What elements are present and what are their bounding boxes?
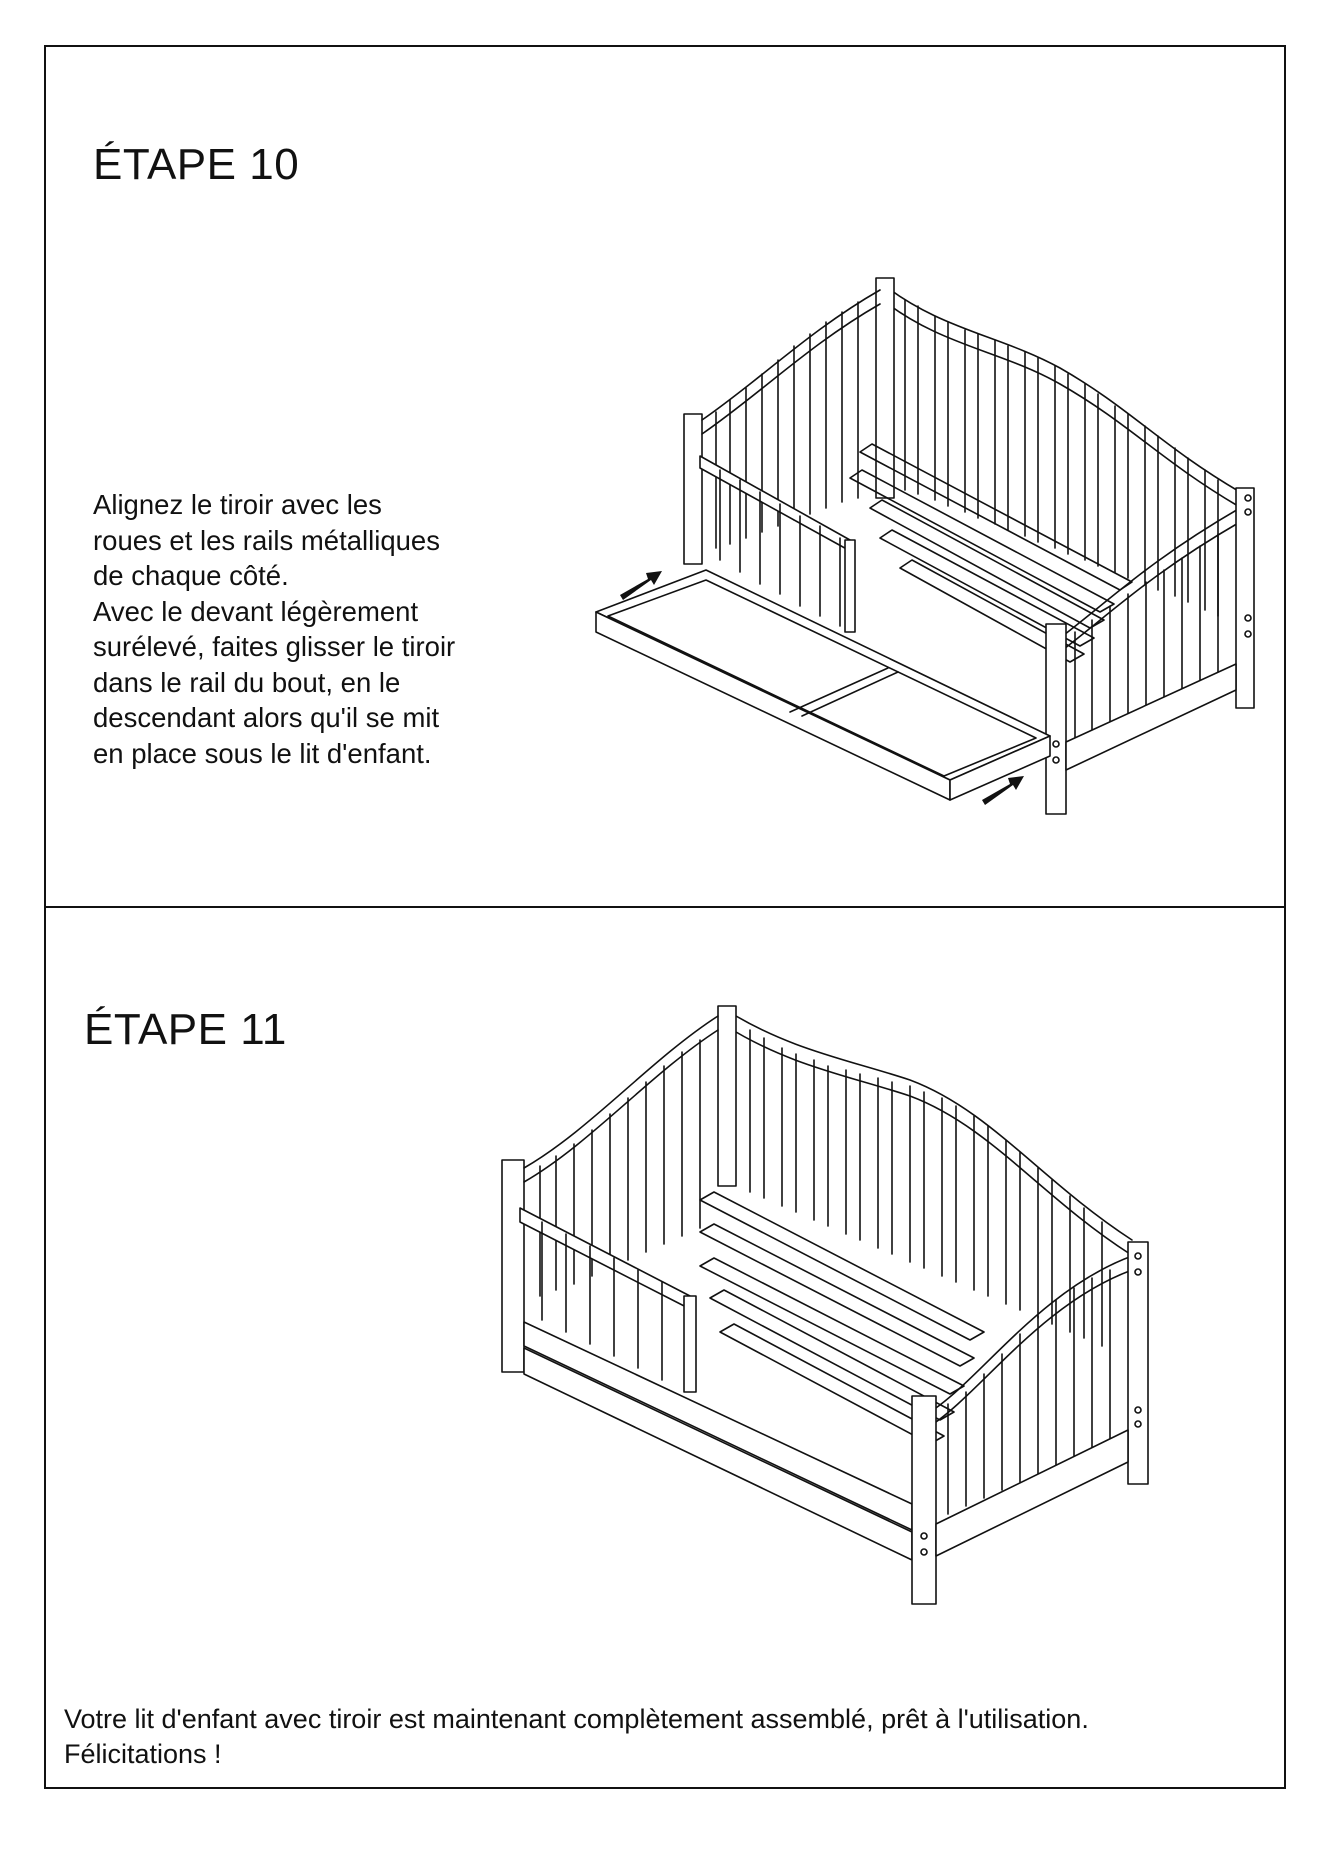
final-message	[64, 1702, 1089, 1772]
instruction-line: en place sous le lit d'enfant.	[93, 737, 432, 769]
guard-rail-post	[845, 540, 855, 632]
right-end-top-rail-inner	[1060, 522, 1240, 652]
step-10-illustration	[590, 268, 1270, 860]
back-left-post	[718, 1006, 736, 1186]
step-11-illustration	[490, 995, 1160, 1615]
instruction-line: Avec le devant légèrement	[93, 595, 419, 627]
left-end-top-rail	[524, 1016, 718, 1168]
step-divider	[44, 906, 1286, 908]
step-10-title: ÉTAPE 10	[93, 140, 300, 189]
right-back-post	[1128, 1242, 1148, 1484]
instruction-line: descendant alors qu'il se mit	[93, 702, 440, 733]
final-line: Votre lit d'enfant avec tiroir est maintenant complètement assemblé, prêt à l'utilisation.	[64, 1704, 1089, 1734]
final-line: Félicitations !	[64, 1739, 222, 1769]
instruction-line: surélevé, faites glisser le tiroir	[93, 631, 456, 662]
right-back-post	[1236, 488, 1254, 708]
left-front-post	[684, 414, 702, 564]
left-end-top-rail-inner	[524, 1030, 718, 1182]
back-panel-top-rail	[726, 1010, 1132, 1240]
drawer	[596, 570, 1050, 800]
left-end-spindles	[540, 1040, 700, 1296]
instruction-line: roues et les rails métalliques	[93, 524, 440, 556]
guard-rail-post	[684, 1296, 696, 1392]
back-panel-top-rail-inner	[880, 298, 1238, 506]
guard-rail	[520, 1208, 692, 1310]
step-10-instructions	[93, 487, 455, 771]
instruction-line: de chaque côté.	[93, 560, 289, 591]
back-spindles	[750, 1030, 1102, 1346]
bed-front-rail	[524, 1322, 912, 1530]
right-front-post	[912, 1396, 936, 1604]
back-panel-top-rail	[880, 282, 1240, 492]
instruction-line: dans le rail du bout, en le	[93, 666, 401, 698]
bed-right-rail	[936, 1430, 1128, 1556]
drawer-front	[524, 1348, 912, 1560]
right-front-post	[1046, 624, 1066, 814]
step-11-title: ÉTAPE 11	[84, 1005, 287, 1054]
left-front-post	[502, 1160, 524, 1372]
instruction-line: Alignez le tiroir avec les	[93, 489, 382, 520]
back-spindles	[905, 300, 1218, 616]
left-end-top-rail	[702, 290, 880, 420]
left-end-top-rail-inner	[702, 304, 880, 434]
guard-rail	[700, 456, 852, 552]
